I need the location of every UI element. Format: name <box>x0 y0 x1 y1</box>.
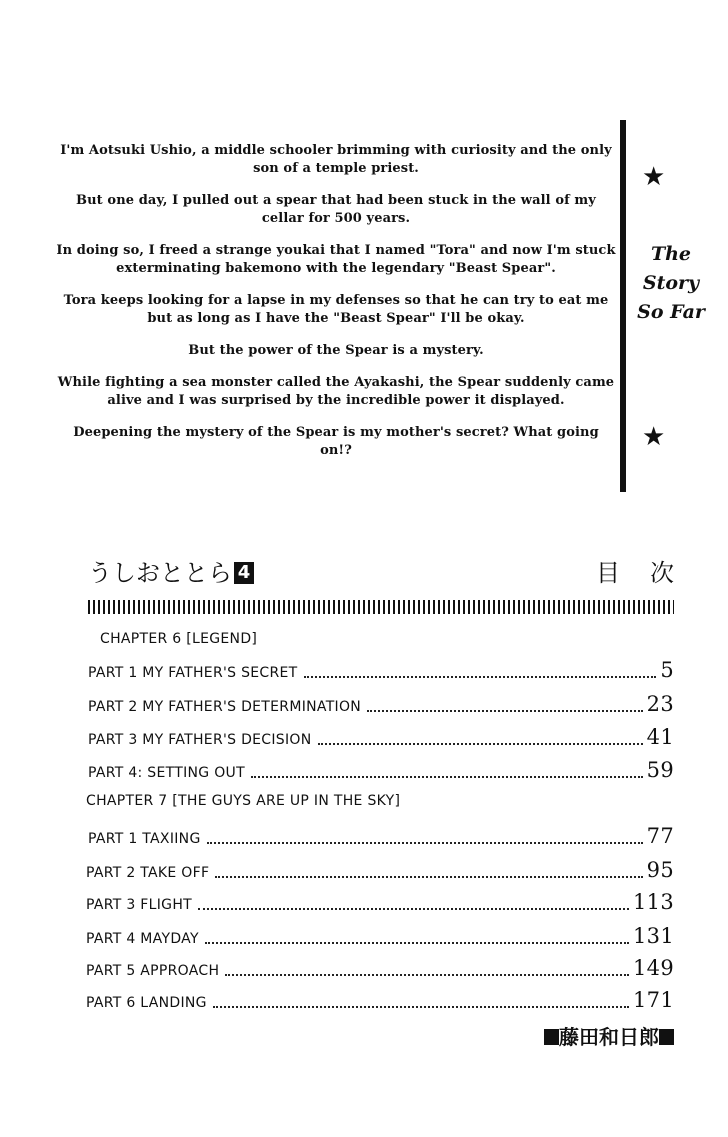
star-icon: ★ <box>642 162 666 192</box>
chapter-heading: CHAPTER 6 [LEGEND] <box>100 631 258 647</box>
leader-dots <box>205 942 629 944</box>
toc-entry-title: PART 4 MAYDAY <box>86 931 199 947</box>
toc-page-number: 113 <box>633 890 674 914</box>
series-name: うしおととら <box>88 559 232 587</box>
story-paragraph: While fighting a sea monster called the Ayakashi, the Spear suddenly came alive and I was surprised by the incredible power it displayed. <box>57 375 615 408</box>
toc-entry <box>88 656 674 682</box>
leader-dots <box>304 676 657 678</box>
story-paragraph: But one day, I pulled out a spear that had been stuck in the wall of my cellar for 500 years. <box>76 193 596 226</box>
chapter-heading: CHAPTER 7 [THE GUYS ARE UP IN THE SKY] <box>86 793 401 809</box>
leader-dots <box>225 974 629 976</box>
toc-entry-title: PART 1 MY FATHER'S SECRET <box>88 665 298 681</box>
leader-dots <box>318 743 643 745</box>
black-square-icon <box>659 1029 674 1045</box>
leader-dots <box>367 710 643 712</box>
toc-entry-title: PART 6 LANDING <box>86 995 207 1011</box>
story-paragraph: But the power of the Spear is a mystery. <box>188 343 484 358</box>
toc-entry <box>86 856 674 882</box>
vertical-divider <box>620 120 626 492</box>
toc-entry <box>88 822 674 848</box>
toc-entry-title: PART 3 MY FATHER'S DECISION <box>88 732 312 748</box>
toc-page-number: 171 <box>633 988 674 1012</box>
toc-page-number: 95 <box>646 858 674 882</box>
author-name <box>544 1024 674 1050</box>
volume-badge: 4 <box>234 562 254 584</box>
toc-entry-title: PART 2 TAKE OFF <box>86 865 210 881</box>
toc-entry <box>88 690 674 716</box>
toc-entry <box>86 888 674 914</box>
black-square-icon <box>544 1029 559 1045</box>
toc-entry-title: PART 4: SETTING OUT <box>88 765 245 781</box>
side-title-line: So Far <box>637 301 705 323</box>
toc-entry <box>86 922 674 948</box>
toc-page-number: 131 <box>633 924 674 948</box>
contents-label: 目次 <box>596 559 704 587</box>
toc-entry-title: PART 5 APPROACH <box>86 963 220 979</box>
toc-entry-title: PART 1 TAXIING <box>88 831 201 847</box>
series-title <box>88 558 254 588</box>
leader-dots <box>213 1006 629 1008</box>
story-so-far-title <box>632 240 710 327</box>
author-text: 藤田和日郎 <box>559 1025 659 1049</box>
toc-page-number: 41 <box>646 725 674 749</box>
star-icon: ★ <box>642 422 666 452</box>
side-title-line: The <box>650 243 692 265</box>
toc-page-number: 77 <box>646 824 674 848</box>
toc-entry <box>88 756 674 782</box>
story-paragraph: Tora keeps looking for a lapse in my defenses so that he can try to eat me but as long as I have the "Beast Spear" I'll be okay. <box>63 293 609 326</box>
leader-dots <box>207 842 643 844</box>
story-paragraph: I'm Aotsuki Ushio, a middle schooler brimming with curiosity and the only son of a temple priest. <box>60 143 612 176</box>
toc-page-number: 23 <box>646 692 674 716</box>
decorative-rule <box>88 600 674 614</box>
toc-entry <box>88 723 674 749</box>
story-so-far-text <box>56 142 616 474</box>
toc-entry-title: PART 2 MY FATHER'S DETERMINATION <box>88 699 362 715</box>
toc-page-number: 59 <box>646 758 674 782</box>
toc-entry <box>86 986 674 1012</box>
toc-page-number: 149 <box>633 956 674 980</box>
side-title-line: Story <box>642 272 700 294</box>
leader-dots <box>198 908 629 910</box>
toc-page-number: 5 <box>660 658 674 682</box>
toc-entry-title: PART 3 FLIGHT <box>86 897 193 913</box>
story-paragraph: Deepening the mystery of the Spear is my mother's secret? What going on!? <box>73 425 599 458</box>
toc-entry <box>86 954 674 980</box>
leader-dots <box>251 776 643 778</box>
story-paragraph: In doing so, I freed a strange youkai that I named "Tora" and now I'm stuck exterminating bakemono with the legendary "Beast Spear". <box>56 243 616 276</box>
leader-dots <box>215 876 642 878</box>
